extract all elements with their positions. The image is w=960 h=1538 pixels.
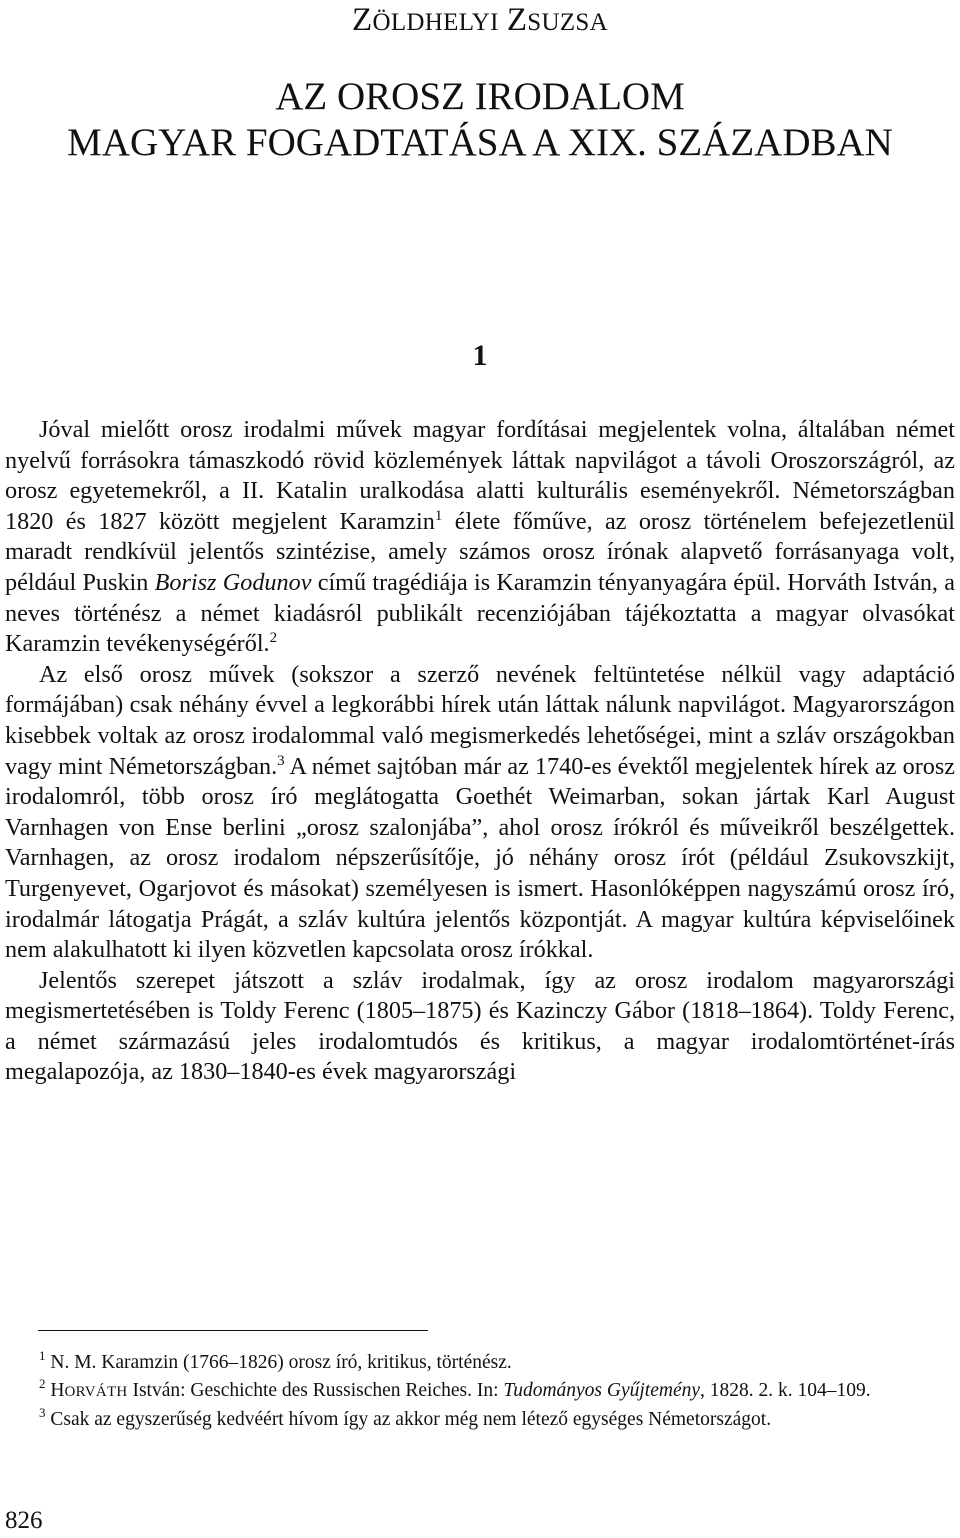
footnote-2 — [5, 1377, 955, 1407]
footnote-3-text: Csak az egyszerűség kedvéért hívom így az akkor még nem létező egységes Németországot. — [45, 1409, 772, 1430]
paragraph-2 — [5, 660, 955, 966]
footnote-3-number: 3 — [39, 1405, 46, 1420]
p3-text: Jelentős szerepet játszott a szláv irodalmak, így az orosz irodalom magyarországi megismertetésében is Toldy Ferenc (1805–1875) és Kazinczy Gábor (1818–1864). Toldy Ferenc, a német származású jeles irodalomtudós és kritikus, a magyar irodalomtörténet-írás megalapozója, az 1830–1840-es évek magyarországi — [5, 966, 955, 1086]
p1-part3: című tragédiája is Karamzin tényanyagára épül. Horváth István, a neves történész a német kiadásról publikált recenziójában tájékoztatta a magyar olvasókat Karamzin tevékenységéről. — [5, 568, 955, 658]
footnote-2-text-after: , 1828. 2. k. 104–109. — [700, 1379, 871, 1401]
footnote-2-name-rest: ORVÁTH — [64, 1383, 128, 1400]
footnote-1-text: N. M. Karamzin (1766–1826) orosz író, kritikus, történész. — [45, 1352, 512, 1373]
title-line-2: MAGYAR FOGADTATÁSA A XIX. SZÁZADBAN — [67, 121, 893, 164]
author-last-rest: SUZSA — [527, 9, 608, 36]
paragraph-3 — [5, 966, 955, 1088]
author-name — [0, 0, 960, 43]
footnotes — [5, 1349, 955, 1434]
footnote-ref-3: 3 — [277, 752, 285, 769]
footnote-ref-2: 2 — [269, 630, 278, 647]
footnote-2-text-before: István: Geschichte des Russischen Reiches. In: — [127, 1379, 504, 1401]
p1-part1: Jóval mielőtt orosz irodalmi művek magyar fordításai megjelentek volna, általában német nyelvű forrásokra támaszkodó rövid közlemények láttak napvilágot a távoli Oroszországról, az orosz egyetemekről, a II. Katalin uralkodása alatti kulturális eseményekről. Németországban 1820 és 1827 között megjelent Karamzin — [5, 416, 955, 535]
author-first-initial: Z — [352, 2, 373, 38]
footnote-3 — [5, 1406, 955, 1434]
author-first-rest: ÖLDHELYI — [372, 9, 499, 36]
p2-part2: A német sajtóban már az 1740-es évektől megjelentek hírek az orosz irodalomról, több orosz író meglátogatta Goethét Weimarban, sokan jártak Karl August Varnhagen von Ense berlini „orosz szalonjába”, ahol orosz írókról és műveikről beszélgettek. Varnhagen, az orosz irodalom népszerűsítője, jó néhány orosz írót (például Zsukovszkijt, Turgenyevet, Ogarjovot és másokat) személyesen is ismert. Hasonlóképpen nagyszámú orosz író, irodalmár látogatja Prágát, a szláv kultúra jelentős központját. A magyar kultúra képviselőinek nem alakulhatott ki ilyen közvetlen kapcsolata orosz írókkal. — [5, 752, 956, 964]
footnote-1 — [5, 1349, 955, 1377]
footnote-2-name-initial: H — [45, 1379, 65, 1401]
footnote-ref-1: 1 — [434, 507, 443, 524]
p1-part2: élete főműve, az orosz történelem befejezetlenül maradt rendkívül jelentős szintézise, amely számos orosz írónak alapvető forrásanyaga volt, például Puskin — [5, 507, 955, 596]
author-last-initial: Z — [506, 2, 528, 38]
body-text — [5, 415, 955, 1088]
paragraph-1 — [5, 415, 955, 660]
footnote-1-number: 1 — [39, 1348, 46, 1363]
p2-part1: Az első orosz művek (sokszor a szerző nevének feltüntetése nélkül vagy adaptáció formájában) csak néhány évvel a legkorábbi hírek után láttak nálunk napvilágot. Magyarországon kisebbek voltak az orosz irodalommal való megismerkedés lehetőségei, mint a szláv országokban vagy mint Németországban. — [5, 660, 955, 780]
footnote-divider — [38, 1330, 428, 1331]
page-number: 826 — [5, 1507, 43, 1534]
footnote-2-italic: Tudományos Gyűjtemény — [503, 1379, 701, 1401]
section-number: 1 — [472, 339, 488, 372]
article-title — [0, 74, 960, 166]
p1-italic-title: Borisz Godunov — [154, 568, 312, 596]
title-line-1: AZ OROSZ IRODALOM — [275, 75, 685, 118]
footnote-2-number: 2 — [39, 1375, 46, 1391]
